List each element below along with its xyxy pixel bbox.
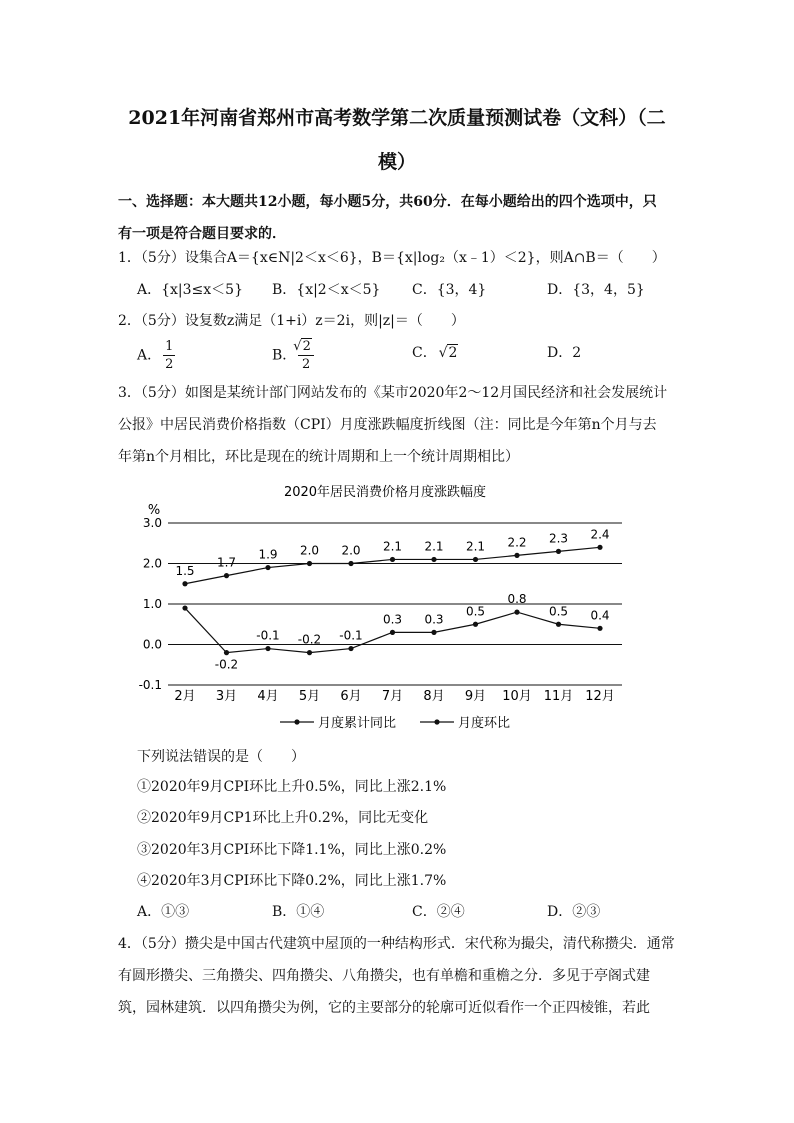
- q2-option-a-fraction: [163, 338, 175, 373]
- data-point: [390, 557, 395, 562]
- q3-line-2: 公报》中居民消费价格指数（CPI）月度涨跌幅度折线图（注：同比是今年第n个月与去: [118, 417, 657, 433]
- data-point: [514, 610, 519, 615]
- q3-statement-4: ④2020年3月CPI环比下降0.2%，同比上涨1.7%: [137, 873, 447, 889]
- q3-statement-2: ②2020年9月CP1环比上升0.2%，同比无变化: [137, 810, 429, 826]
- x-tick-label: 2月: [174, 689, 196, 704]
- title-line-2: 模）: [377, 151, 416, 173]
- x-tick-label: 12月: [585, 689, 615, 704]
- data-point: [348, 561, 353, 566]
- data-label: 2.1: [382, 539, 403, 554]
- data-point: [431, 630, 436, 635]
- data-point: [224, 650, 229, 655]
- page-title: [100, 96, 694, 184]
- data-point: [473, 622, 478, 627]
- q3-option-d: D．②③: [547, 904, 601, 920]
- data-point: [597, 545, 602, 550]
- x-tick-label: 8月: [423, 689, 445, 704]
- data-point: [556, 549, 561, 554]
- q3-option-c: C．②④: [412, 904, 465, 920]
- data-label: 0.5: [465, 604, 486, 619]
- legend-label: 月度累计同比: [318, 716, 397, 731]
- q3-line-1: 3．（5分）如图是某统计部门网站发布的《某市2020年2～12月国民经济和社会发展统计: [118, 385, 668, 401]
- data-point: [265, 565, 270, 570]
- chart-title: 2020年居民消费价格月度涨跌幅度: [283, 485, 487, 500]
- sqrt-radicand: √ 2: [447, 344, 459, 361]
- data-label: -0.1: [256, 628, 280, 643]
- q4-line-2: 有圆形攒尖、三角攒尖、四角攒尖、八角攒尖，也有单檐和重檐之分．多见于亭阁式建: [118, 968, 650, 984]
- data-label: -0.2: [297, 632, 322, 647]
- q2-option-b-label: B．: [272, 347, 297, 364]
- fraction-numerator: [298, 338, 314, 356]
- q2-option-a-label: A．: [137, 347, 162, 364]
- data-label: 1.5: [175, 563, 195, 578]
- legend-label: 月度环比: [458, 716, 511, 731]
- data-point: [597, 626, 602, 631]
- x-tick-label: 3月: [215, 689, 238, 704]
- data-label: 1.9: [258, 547, 278, 562]
- q2-stem: 2．（5分）设复数z满足（1+i）z＝2i，则|z|＝（ ）: [118, 313, 465, 329]
- q2-option-b: [272, 338, 314, 373]
- section-line-1: 一、选择题：本大题共12小题，每小题5分，共60分．在每小题给出的四个选项中，只: [118, 194, 657, 210]
- data-point: [390, 630, 395, 635]
- q1-options: [137, 275, 697, 305]
- data-point: [473, 557, 478, 562]
- fraction-denominator: 2: [165, 357, 174, 372]
- q1-option-c: C．{3，4}: [412, 282, 487, 298]
- data-label: 1.7: [216, 555, 237, 570]
- data-label: 0.8: [507, 592, 527, 607]
- y-tick-label: 0.0: [142, 637, 162, 652]
- x-tick-label: 5月: [298, 689, 321, 704]
- section-line-2: 有一项是符合题目要求的．: [118, 226, 286, 242]
- q3-line-3: 年第n个月相比，环比是现在的统计周期和上一个统计周期相比）: [118, 449, 520, 465]
- data-label: 0.5: [548, 604, 569, 619]
- x-tick-label: 10月: [502, 689, 532, 704]
- cpi-line-chart: [130, 476, 640, 740]
- q3-stem: [118, 378, 683, 472]
- data-label: 2.1: [424, 539, 444, 554]
- data-label: 2.4: [590, 527, 610, 542]
- y-tick-label: 1.0: [142, 597, 162, 611]
- data-point: [265, 646, 270, 651]
- q1-stem: 1．（5分）设集合A＝{x∈N|2＜x＜6}，B＝{x|log₂（x﹣1）＜2}，则A∩B＝（ ）: [118, 250, 666, 266]
- q2-option-c-label: C．: [412, 345, 437, 361]
- q3-statement-1: ①2020年9月CPI环比上升0.5%，同比上涨2.1%: [137, 779, 447, 795]
- y-axis-unit: %: [147, 503, 161, 518]
- data-label: -0.2: [214, 657, 239, 672]
- x-tick-label: 4月: [257, 689, 279, 704]
- q3-option-a: A．①③: [137, 904, 190, 920]
- data-label: 2.3: [548, 531, 569, 546]
- y-tick-label: 3.0: [142, 516, 162, 530]
- fraction-denominator: 2: [301, 357, 311, 372]
- q1-option-a: A．{x|3≤x＜5}: [137, 282, 243, 298]
- q2-option-a: [137, 338, 175, 373]
- fraction-numerator: 1: [165, 339, 174, 354]
- q4-line-3: 筑，园林建筑．以四角攒尖为例，它的主要部分的轮廓可近似看作一个正四棱锥，若此: [118, 1000, 650, 1016]
- q2-option-c: [412, 338, 458, 368]
- legend-swatch-marker: [434, 719, 439, 724]
- data-label: 0.3: [424, 612, 444, 627]
- x-tick-label: 7月: [381, 689, 404, 704]
- q2-options: [137, 338, 697, 372]
- q3-question: 下列说法错误的是（ ）: [137, 749, 305, 765]
- y-tick-label: 2.0: [142, 556, 162, 571]
- q4-stem: [118, 929, 683, 1023]
- q4-line-1: 4．（5分）攒尖是中国古代建筑中屋顶的一种结构形式．宋代称为撮尖，清代称攒尖．通常: [118, 936, 675, 952]
- q3-option-b: B．①④: [272, 904, 325, 920]
- data-label: 2.0: [299, 543, 320, 558]
- data-label: 0.3: [382, 612, 403, 627]
- x-tick-label: 9月: [464, 689, 487, 704]
- data-point: [514, 553, 519, 558]
- data-label: 0.4: [590, 608, 610, 623]
- q2-option-b-fraction: [298, 338, 314, 373]
- section-header: [118, 186, 678, 250]
- x-tick-label: 11月: [543, 689, 574, 704]
- data-label: 2.2: [507, 535, 527, 550]
- q1-option-d: D．{3，4，5}: [547, 282, 645, 298]
- data-label: 2.0: [341, 543, 361, 558]
- data-point: [224, 573, 229, 578]
- data-label: -0.1: [339, 628, 363, 643]
- q2-option-d: D．2: [547, 345, 582, 361]
- data-point: [556, 622, 561, 627]
- q3-statement-3: ③2020年3月CPI环比下降1.1%，同比上涨0.2%: [137, 842, 447, 858]
- data-point: [431, 557, 436, 562]
- data-point: [182, 605, 187, 610]
- data-point: [307, 561, 312, 566]
- title-line-1: 2021年河南省郑州市高考数学第二次质量预测试卷（文科）（二: [128, 107, 666, 129]
- x-tick-label: 6月: [340, 689, 362, 704]
- q1-option-b: B．{x|2＜x＜5}: [272, 282, 381, 298]
- data-point: [182, 581, 187, 586]
- data-label: 2.1: [465, 539, 486, 554]
- y-tick-label: -0.1: [138, 678, 162, 692]
- q3-options: [137, 897, 697, 927]
- legend-swatch-marker: [294, 719, 299, 724]
- data-point: [348, 646, 353, 651]
- data-point: [307, 650, 312, 655]
- sqrt-radicand: √ 2: [301, 338, 312, 354]
